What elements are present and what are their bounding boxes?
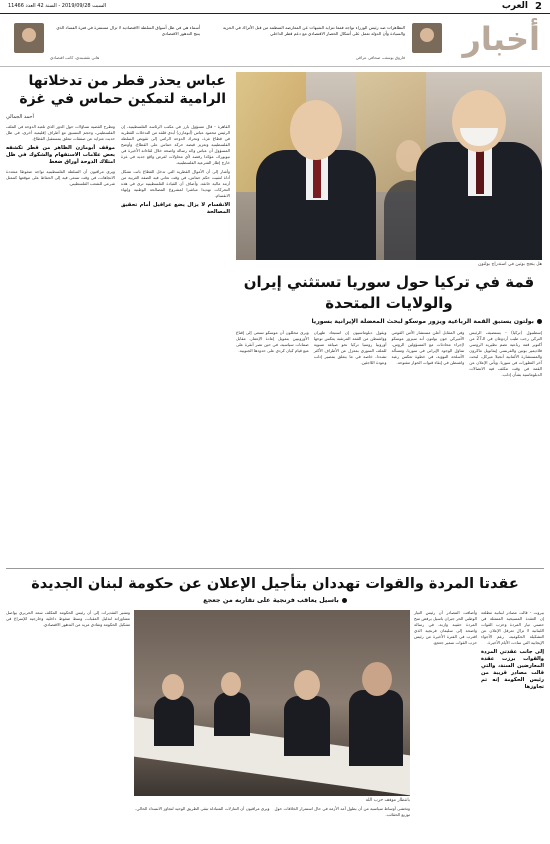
columnist-photo-right: [412, 23, 442, 53]
columnist-quote-right: التظاهرات ضد رئيس الوزراء تواجه قمعا تتزايد الشبهات عن المعارضة المنظمة من قبل الأتراك في الحرية والسيادة وأن الدولة تعمل على أشكال الحصار الاقتصادي مع دعم قطر الداخلي: [223, 25, 405, 36]
abbas-subhead-1: موقف أبومازن الظاهر من قطر تكشفه بعض علامات الاستفهام والشكوك في ظل امتلاك الدوحة أوراق ضغط: [6, 145, 115, 165]
author-abbas: أحمد الجمالي: [6, 114, 34, 120]
lebanon-col-under-1: وتخشى أوساط سياسية من أن يطول أمد الأزمة في حال استمرار الخلافات حول توزيع الحقائب.: [274, 806, 410, 817]
abbas-text-2: وأشار إلى أن الأموال القطرية التي تدخل القطاع باتت تشكل أداة لتثبيت حكم حماس، في وقت تعاني فيه الضفة الغربية من أزمة مالية خانقة. وأضاف أن القيادة الفلسطينية ترى في هذه التحركات تهديدا مباشرا لمشروع المصالحة الوطنية وإنهاء الانقسام.: [121, 169, 230, 198]
subheadline-lebanon-text: باسيل يعاقب فرنجية على تقاربه من جعجع: [203, 596, 339, 604]
main-col-2: وفي المقابل أعلن مستشار الأمن القومي الأميركي جون بولتون أنه سيزور موسكو لإجراء محادثات مع المسؤولين الروس، تتناول الوجود الإيراني في سوريا، ومسألة الأسلحة النووية، في خطوة تعكس رغبة واشنطن في إبقاء قنوات الحوار مفتوحة.: [391, 330, 465, 365]
columnist-byline-left: هاني نقشبندي، كاتب اقتصادي: [50, 55, 100, 60]
paper-name: العرب: [501, 1, 528, 11]
main-col-4: ويرى محللون أن موسكو تسعى إلى إقناع الأوروبيين بتمويل إعادة الإعمار، مقابل ضمانات سياسية، في حين تصر أنقرة على منع قيام كيان كردي على حدودها الجنوبية.: [236, 330, 309, 353]
abbas-text-4: ويرى مراقبون أن السلطة الفلسطينية تواجه ضغوطا متعددة الاتجاهات، في وقت تسعى فيه إلى الحفاظ على موقعها كممثل شرعي للشعب الفلسطيني.: [6, 169, 115, 186]
subheadline-lebanon: [6, 596, 544, 604]
section-divider: [6, 568, 544, 569]
lebanon-text-1: بيروت - قالت مصادر لبنانية مطلعة إن العقدة المسيحية المتمثلة في حصتي تيار المردة وحزب القوات اللبنانية لا تزال تعرقل الإعلان عن التشكيلة الحكومية، رغم الأجواء الإيجابية التي سادت الأيام الأخيرة.: [481, 610, 544, 645]
figure-bolton: [416, 90, 542, 260]
photo-caption-lebanon: بانتظار موقف حزب الله: [365, 798, 410, 803]
photo-caption-main: هل ينجح بوتين في استدراج بولتون: [478, 262, 542, 267]
bullet-icon: [537, 319, 542, 324]
photo-lebanon-meeting: [134, 610, 410, 796]
abbas-text-1: القاهرة - قال مسؤول بارز في مكتب الرئاسة الفلسطينية، إن الرئيس محمود عباس (أبومازن) أبدى قلقه من التدخلات القطرية في قطاع غزة، وتحرك الدوحة الرامي إلى تقويض السلطة الفلسطينية وتعزيز قبضة حركة حماس على القطاع. وأوضح المسؤول أن عباس وجّه رسالة واضحة خلال لقاءاته الأخيرة في نيويورك، مؤكدا رفضه لأي محاولات لفرض واقع جديد في غزة خارج إطار الشرعية الفلسطينية.: [121, 124, 230, 165]
headline-lebanon: عقدتا المردة والقوات تهددان بتأجيل الإعلان عن حكومة لبنان الجديدة: [31, 576, 519, 592]
section-title: أخبار: [462, 20, 540, 58]
lebanon-col-left: وتشير التقديرات إلى أن رئيس الحكومة المكلف سعد الحريري يواصل مشاوراته لتذليل العقبات، وسط ضغوط داخلية وخارجية للإسراع في تشكيل الحكومة وتفادي مزيد من التدهور الاقتصادي.: [6, 610, 130, 627]
abbas-text-3: وتطرح القضية تساؤلات حول الدور الذي تلعبه الدوحة في الملف الفلسطيني، وحجم التنسيق مع أطراف إقليمية أخرى، في ظل حديث متزايد عن صفقات تتعلق بمستقبل القطاع.: [6, 124, 115, 141]
headline-main: قمة في تركيا حول سوريا تستثني إيران والولايات المتحدة: [243, 273, 535, 312]
photo-putin-bolton: [236, 72, 542, 260]
main-col-3: ويقول دبلوماسيون إن استبعاد طهران وواشنطن من القمة المرتقبة يعكس توجها أوروبيا روسيا تركيا نحو صياغة تسوية للملف السوري بمعزل عن الأطراف الأكثر تشددا، خاصة في ما يتعلق بمصير إدلب وعودة اللاجئين.: [313, 330, 387, 365]
lebanon-subhead: إلى جانب عقدتي المردة والقوات برزت عقدة المعارضين السنة، والتي قالت مصادر قريبة من رئيس الحكومة إنه تم تجاوزها: [481, 649, 544, 690]
abbas-subhead-2: الانقسام لا يزال يضع عراقيل أمام تحقيق المصالحة: [121, 202, 230, 215]
headline-abbas: عباس يحذر قطر من تدخلاتها الرامية لتمكين حماس في غزة: [19, 73, 226, 107]
columnist-byline-right: فاروق يوسف، صحافي عراقي: [355, 55, 405, 60]
story-abbas-qatar: [6, 72, 230, 219]
lebanon-col-under-2: ويرى مراقبون أن التنازلات المتبادلة تبقى الطريق الوحيد لتجاوز الانسداد الحالي.: [135, 806, 270, 811]
masthead: [0, 0, 550, 14]
lebanon-col-2: وأضافت المصادر أن رئيس التيار الوطني الحر جبران باسيل يرفض منح المردة حقيبة وازنة، في رسالة واضحة إلى سليمان فرنجية الذي اقترب في الفترة الأخيرة من رئيس حزب القوات سمير جعجع.: [414, 610, 477, 645]
bullet-icon: [342, 598, 347, 603]
lebanon-columns-under-photo: [134, 806, 410, 818]
figure-putin: [256, 100, 376, 260]
abbas-columns: [6, 124, 230, 219]
lebanon-column-left: [6, 610, 130, 628]
lebanon-col-1: [481, 610, 544, 694]
subheadline-main: [236, 318, 542, 325]
abbas-col-right: [121, 124, 230, 219]
section-header: [0, 15, 550, 67]
columnist-photo-left: [14, 23, 44, 53]
page-number: 2: [535, 1, 542, 12]
issue-info: السبت 2019/09/28 - السنة 42 العدد 11466: [8, 3, 106, 9]
columnist-quote-left: أسماء هي في ظل أسواق السلطة الاقتصادية لا تزال مستمرة في فترة الفساد الذي ينتج التدهور الاقتصادي: [56, 25, 200, 36]
main-story-columns: [236, 330, 542, 378]
subheadline-main-text: بولتون يستبق القمة الرباعية ويزور موسكو لبحث المعضلة الإيرانية بسوريا: [311, 318, 534, 325]
main-col-1: إسطنبول (تركيا) - يستضيف الرئيس التركي رجب طيب أردوغان في الـ27 من أكتوبر قمة رباعية تضم نظيريه الروسي فلاديمير بوتين والفرنسي إيمانويل ماكرون والمستشارة الألمانية أنجيلا ميركل، لبحث آخر التطورات في سوريا. ويأتي الإعلان عن القمة في وقت تتكثف فيه الاتصالات الدبلوماسية بشأن إدلب.: [469, 330, 542, 377]
lebanon-columns-right: [414, 610, 544, 694]
abbas-col-left: [6, 124, 115, 219]
